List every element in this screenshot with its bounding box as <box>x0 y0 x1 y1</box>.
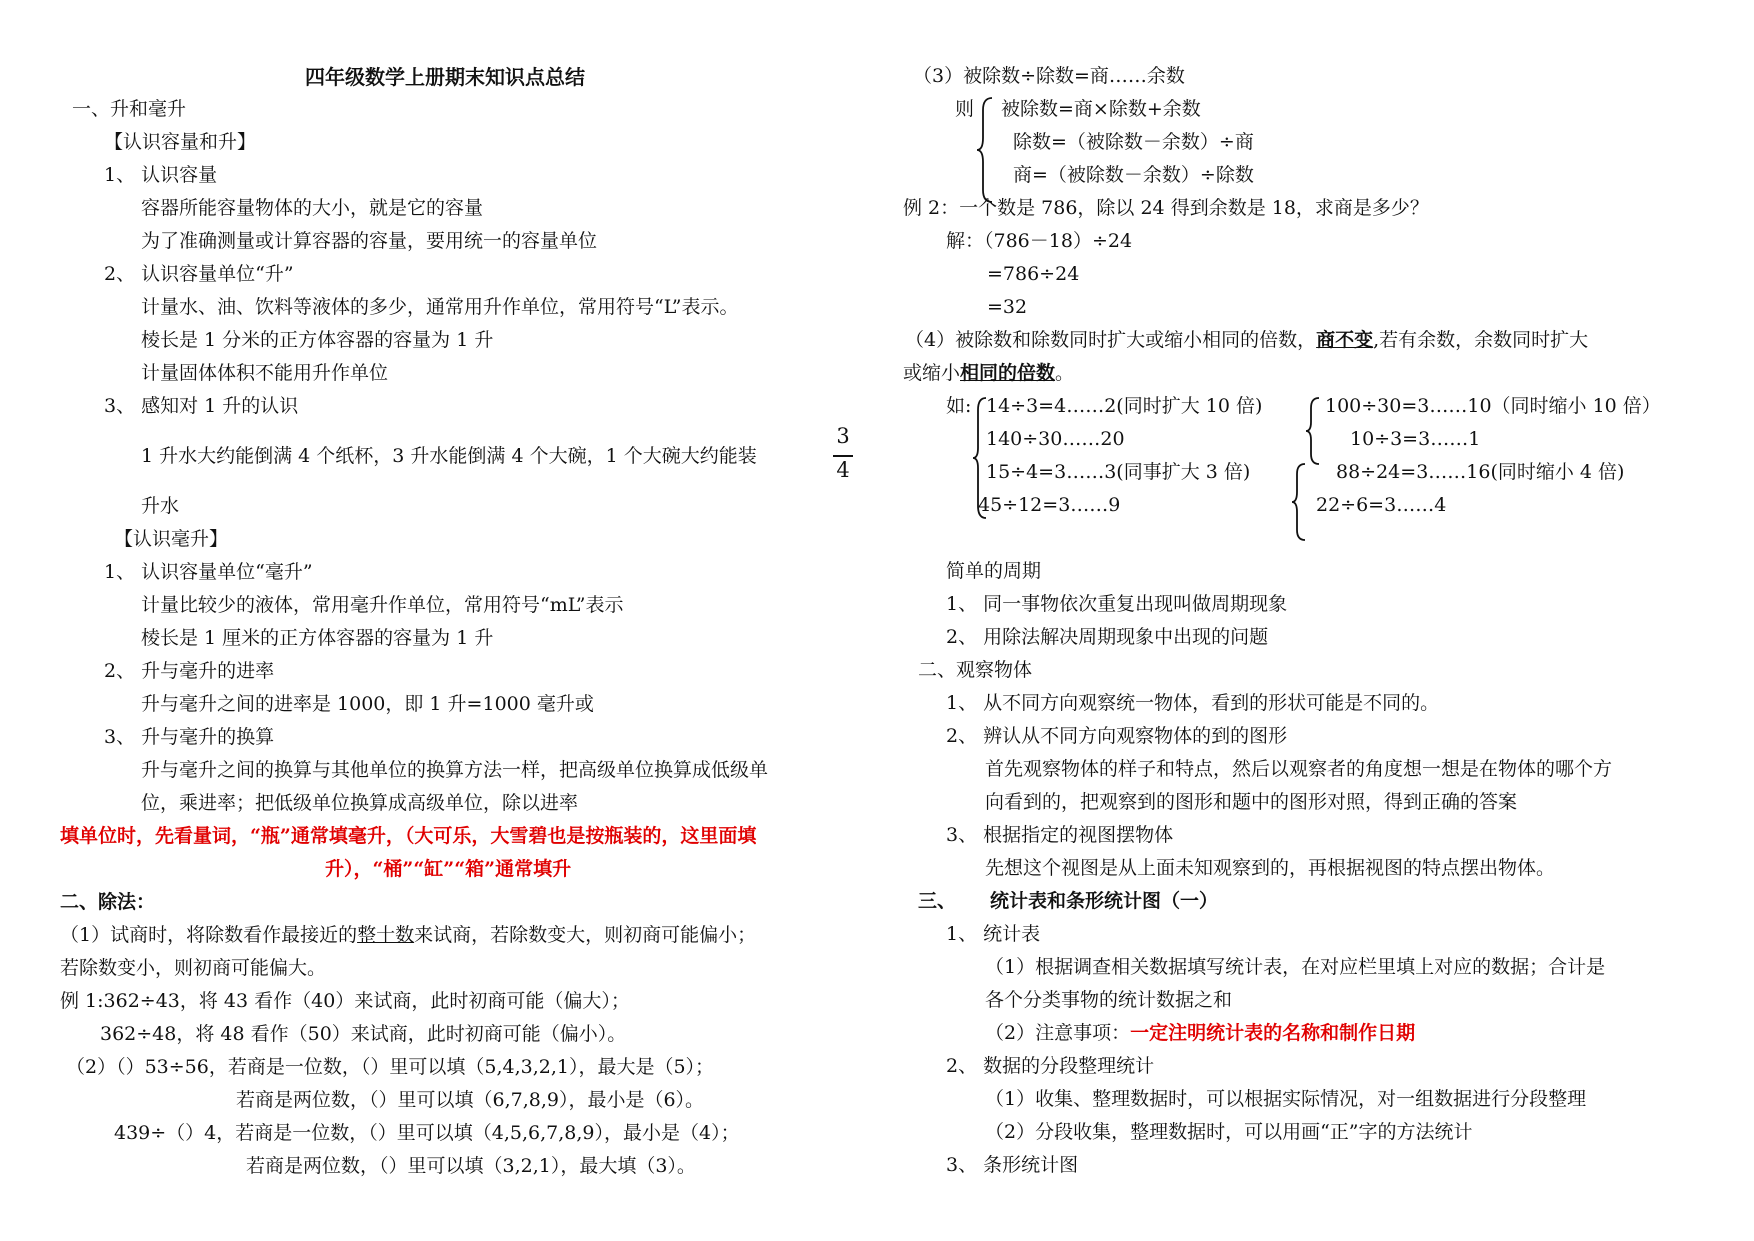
division-point-3: （3）被除数÷除数=商……余数 <box>913 65 1185 87</box>
division-point-1-rest: 来试商，若除数变大，则初商可能偏小； <box>414 924 757 946</box>
observation-item-1: 1、 从不同方向观察统一物体，看到的形状可能是不同的。 <box>946 692 1440 714</box>
item-3-text-b: 升水 <box>141 495 180 517</box>
ml-item-3-heading: 3、 升与毫升的换算 <box>104 726 275 748</box>
section-3-number: 三、 <box>918 890 957 912</box>
example-left-3: 15÷4=3……3(同事扩大 3 倍) <box>986 461 1251 483</box>
period-item-1: 1、 同一事物依次重复出现叫做周期现象 <box>946 593 1288 615</box>
item-1-heading: 1、 认识容量 <box>104 164 218 186</box>
ml-item-1-text-a: 计量比较少的液体，常用毫升作单位，常用符号“mL”表示 <box>141 594 624 616</box>
underlined-term-tens: 整十数 <box>357 924 415 946</box>
observation-item-3-text: 先想这个视图是从上面未知观察到的，再根据视图的特点摆出物体。 <box>985 857 1556 879</box>
item-2-heading: 2、 认识容量单位“升” <box>104 263 294 285</box>
observation-item-2: 2、 辨认从不同方向观察物体的到的图形 <box>946 725 1288 747</box>
item-1-text-a: 容器所能容量物体的大小，就是它的容量 <box>141 197 484 219</box>
ml-item-2-heading: 2、 升与毫升的进率 <box>104 660 275 682</box>
formula-quotient: 商=（被除数－余数）÷除数 <box>1013 164 1254 186</box>
division-point-4-cont <box>903 358 1074 388</box>
division-point-1-cont: 若除数变小，则初商可能偏大。 <box>60 957 327 979</box>
stats-item-1: 1、 统计表 <box>946 923 1041 945</box>
period-heading: 简单的周期 <box>946 560 1042 582</box>
division-point-1-text: （1）试商时，将除数看作最接近的 <box>60 924 358 946</box>
subsection-capacity: 【认识容量和升】 <box>104 131 257 153</box>
example-left-4: 45÷12=3……9 <box>978 494 1121 516</box>
item-2-text-b: 棱长是 1 分米的正方体容器的容量为 1 升 <box>141 329 494 351</box>
example-left-2: 140÷30……20 <box>986 428 1125 450</box>
stats-item-2-text-a: （1）收集、整理数据时，可以根据实际情况，对一组数据进行分段整理 <box>985 1088 1587 1110</box>
division-point-4-period: 。 <box>1055 362 1075 384</box>
ml-item-2-text-a: 升与毫升之间的进率是 1000，即 1 升=1000 毫升或 <box>141 693 594 715</box>
division-point-2-d: 若商是两位数，（）里可以填（3,2,1），最大填（3）。 <box>246 1155 696 1177</box>
stats-note-red: 一定注明统计表的名称和制作日期 <box>1130 1022 1416 1044</box>
section-heading-observation: 二、观察物体 <box>918 659 1033 681</box>
item-2-text-c: 计量固体体积不能用升作单位 <box>141 362 389 384</box>
stats-item-1-text-b: 各个分类事物的统计数据之和 <box>985 989 1233 1011</box>
example-right-2: 10÷3=3……1 <box>1350 428 1481 450</box>
stats-note-label: （2）注意事项： <box>985 1022 1131 1044</box>
key-term-same-multiple: 相同的倍数 <box>960 362 1056 384</box>
division-point-2-c: 439÷（）4，若商是一位数，（）里可以填（4,5,6,7,8,9），最小是（4）； <box>114 1122 740 1144</box>
ml-item-3-text-a: 升与毫升之间的换算与其他单位的换算方法一样，把高级单位换算成低级单 <box>141 759 769 781</box>
example-brace-right-bottom <box>1291 462 1309 542</box>
division-point-2-b: 若商是两位数，（）里可以填（6,7,8,9），最小是（6）。 <box>236 1089 705 1111</box>
section-heading-division: 二、除法： <box>60 891 156 913</box>
observation-item-2-text-b: 向看到的，把观察到的图形和题中的图形对照，得到正确的答案 <box>985 791 1518 813</box>
page-title: 四年级数学上册期末知识点总结 <box>305 65 585 89</box>
observation-item-3: 3、 根据指定的视图摆物体 <box>946 824 1174 846</box>
division-point-4-text: （4）被除数和除数同时扩大或缩小相同的倍数， <box>905 329 1317 351</box>
solution-step-1: 解：（786－18）÷24 <box>946 230 1133 252</box>
fraction-denominator: 4 <box>836 458 850 482</box>
red-note-line-2: 升），“桶”“缸”“箱”通常填升 <box>325 858 572 880</box>
section-heading-liters: 一、升和毫升 <box>72 98 187 120</box>
formula-brace <box>976 96 996 204</box>
example-left-1: 14÷3=4……2(同时扩大 10 倍) <box>986 395 1263 417</box>
example-right-3: 88÷24=3……16(同时缩小 4 倍) <box>1336 461 1625 483</box>
section-heading-statistics: 统计表和条形统计图（一） <box>990 890 1219 912</box>
division-point-4-cont-text: 或缩小 <box>903 362 961 384</box>
formula-dividend: 被除数=商×除数+余数 <box>1001 98 1201 120</box>
red-note-line-1: 填单位时，先看量词，“瓶”通常填毫升，（大可乐，大雪碧也是按瓶装的，这里面填 <box>60 825 757 847</box>
period-item-2: 2、 用除法解决周期现象中出现的问题 <box>946 626 1269 648</box>
stats-item-3: 3、 条形统计图 <box>946 1154 1079 1176</box>
subsection-milliliter: 【认识毫升】 <box>114 528 229 550</box>
division-point-4-rest: ,若有余数，余数同时扩大 <box>1373 329 1589 351</box>
ml-item-3-text-b: 位，乘进率；把低级单位换算成高级单位，除以进率 <box>141 792 579 814</box>
example-1-a: 例 1:362÷43，将 43 看作（40）来试商，此时初商可能（偏大）； <box>60 990 630 1012</box>
division-point-4 <box>905 325 1588 355</box>
for-example-label: 如: <box>946 395 972 417</box>
observation-item-2-text-a: 首先观察物体的样子和特点，然后以观察者的角度想一想是在物体的哪个方 <box>985 758 1613 780</box>
example-right-4: 22÷6=3……4 <box>1316 494 1447 516</box>
key-term-quotient-unchanged: 商不变 <box>1316 329 1374 351</box>
then-label: 则 <box>955 98 975 120</box>
solution-step-3: =32 <box>987 296 1028 318</box>
stats-item-2-text-b: （2）分段收集，整理数据时，可以用画“正”字的方法统计 <box>985 1121 1473 1143</box>
fraction-numerator: 3 <box>836 424 850 448</box>
stats-item-2: 2、 数据的分段整理统计 <box>946 1055 1155 1077</box>
stats-item-1-note <box>985 1018 1415 1048</box>
division-point-2-a: （2）（）53÷56，若商是一位数，（）里可以填（5,4,3,2,1），最大是（5）； <box>66 1056 715 1078</box>
formula-divisor: 除数=（被除数－余数）÷商 <box>1013 131 1254 153</box>
ml-item-1-heading: 1、 认识容量单位“毫升” <box>104 561 313 583</box>
ml-item-1-text-b: 棱长是 1 厘米的正方体容器的容量为 1 升 <box>141 627 494 649</box>
example-right-1: 100÷30=3……10（同时缩小 10 倍） <box>1325 395 1661 417</box>
item-2-text-a: 计量水、油、饮料等液体的多少，通常用升作单位，常用符号“L”表示。 <box>141 296 739 318</box>
item-1-text-b: 为了准确测量或计算容器的容量，要用统一的容量单位 <box>141 230 598 252</box>
example-brace-right-top <box>1305 396 1323 466</box>
solution-step-2: =786÷24 <box>987 263 1080 285</box>
example-1-b: 362÷48，将 48 看作（50）来试商，此时初商可能（偏小）。 <box>100 1023 627 1045</box>
stats-item-1-text-a: （1）根据调查相关数据填写统计表，在对应栏里填上对应的数据；合计是 <box>985 956 1606 978</box>
fraction-bar <box>833 455 853 457</box>
item-3-text-a: 1 升水大约能倒满 4 个纸杯，3 升水能倒满 4 个大碗，1 个大碗大约能装 <box>141 445 757 467</box>
example-2: 例 2：一个数是 786，除以 24 得到余数是 18，求商是多少？ <box>903 197 1429 219</box>
division-point-1 <box>60 920 756 950</box>
item-3-heading: 3、 感知对 1 升的认识 <box>104 395 299 417</box>
